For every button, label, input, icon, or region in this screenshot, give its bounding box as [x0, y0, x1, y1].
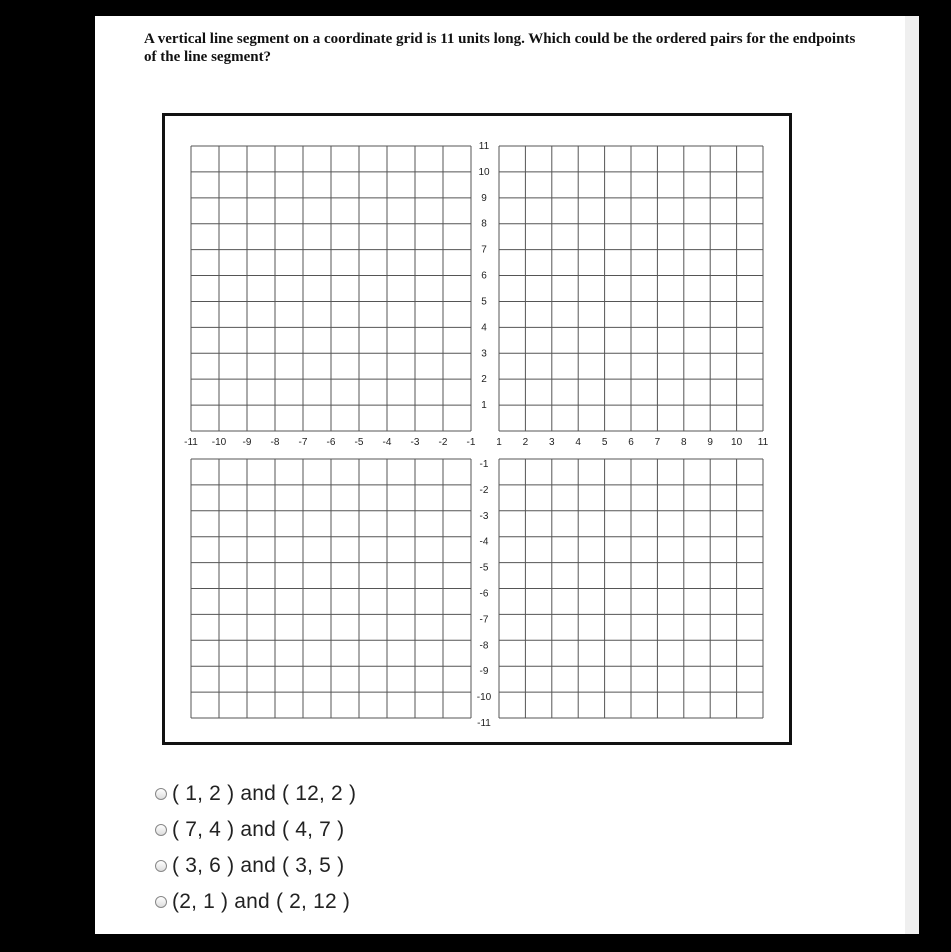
y-tick-label: 10	[478, 166, 490, 178]
y-tick-label: 1	[481, 400, 487, 412]
x-tick-label: -9	[242, 437, 252, 448]
worksheet-page	[95, 16, 919, 934]
x-tick-label: 3	[549, 437, 555, 448]
x-tick-label: 8	[681, 437, 687, 448]
choice-label: (2, 1 ) and ( 2, 12 )	[172, 890, 351, 913]
page-edge	[905, 16, 919, 934]
coordinate-grid-frame	[162, 113, 792, 745]
answer-choice-d[interactable]	[155, 884, 356, 920]
y-tick-label: 2	[481, 374, 487, 386]
question-text: A vertical line segment on a coordinate grid is 11 units long. Which could be the ordered pairs for the endpoints of the line segment?	[144, 31, 856, 65]
x-tick-label: 4	[575, 437, 581, 448]
choice-label: ( 3, 6 ) and ( 3, 5 )	[172, 854, 345, 877]
x-tick-label: 1	[496, 437, 502, 448]
coordinate-grid	[165, 116, 789, 742]
y-tick-label: -4	[479, 536, 489, 548]
x-tick-label: -7	[298, 437, 308, 448]
x-tick-label: -10	[211, 437, 227, 448]
radio-button[interactable]	[155, 896, 167, 908]
answer-choice-c[interactable]	[155, 848, 356, 884]
y-tick-label: -6	[479, 588, 489, 600]
y-tick-label: 11	[478, 141, 490, 152]
answer-choice-a[interactable]	[155, 776, 356, 812]
radio-button[interactable]	[155, 860, 167, 872]
y-tick-label: -11	[477, 718, 491, 729]
x-tick-label: 9	[707, 437, 713, 448]
y-tick-label: 5	[481, 296, 487, 308]
x-tick-label: 10	[731, 437, 743, 448]
y-tick-label: -10	[476, 692, 492, 704]
x-tick-label: 5	[601, 437, 608, 448]
x-tick-label: -8	[270, 437, 280, 448]
x-tick-label: -5	[354, 437, 364, 448]
x-tick-label: -11	[184, 437, 198, 448]
x-tick-label: -2	[438, 437, 448, 448]
y-tick-label: 7	[481, 244, 487, 256]
answer-choice-b[interactable]	[155, 812, 356, 848]
y-tick-label: 4	[481, 322, 487, 334]
x-tick-label: -1	[466, 437, 476, 448]
x-tick-label: -3	[410, 437, 420, 448]
answer-choices	[155, 776, 356, 920]
x-tick-label: -6	[326, 437, 336, 448]
x-tick-label: -4	[382, 437, 392, 448]
y-tick-label: 6	[481, 270, 487, 282]
choice-label: ( 7, 4 ) and ( 4, 7 )	[172, 818, 345, 841]
radio-button[interactable]	[155, 824, 167, 836]
x-tick-label: 7	[654, 437, 661, 448]
y-tick-label: 8	[481, 218, 487, 230]
choice-label: ( 1, 2 ) and ( 12, 2 )	[172, 782, 357, 805]
y-tick-label: -7	[479, 614, 489, 626]
radio-button[interactable]	[155, 788, 167, 800]
y-tick-label: -8	[479, 640, 489, 652]
y-tick-label: -3	[479, 510, 489, 522]
y-tick-label: -5	[479, 562, 489, 574]
x-tick-label: 6	[628, 437, 634, 448]
x-tick-label: 2	[522, 437, 529, 448]
y-tick-label: -1	[479, 459, 489, 470]
y-tick-label: 9	[481, 192, 487, 204]
y-tick-label: -2	[479, 484, 489, 496]
y-tick-label: 3	[481, 348, 487, 360]
x-tick-label: 11	[757, 437, 769, 448]
y-tick-label: -9	[479, 666, 489, 678]
